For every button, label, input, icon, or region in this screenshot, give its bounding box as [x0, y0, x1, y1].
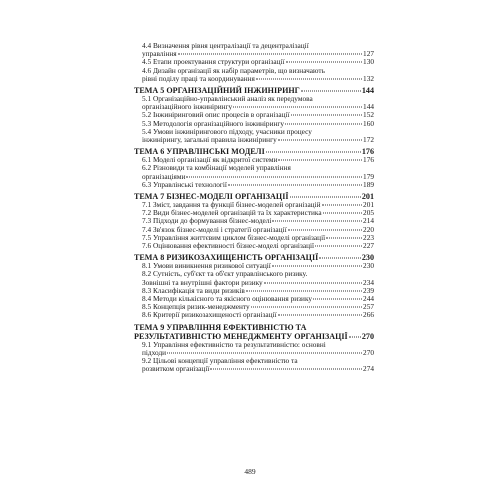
dot-leader [290, 197, 361, 198]
dot-leader [264, 282, 362, 283]
dot-leader [266, 152, 361, 153]
dot-leader [323, 213, 362, 214]
toc-page-number: 127 [363, 49, 374, 59]
dot-leader [326, 237, 362, 238]
toc-page-number: 244 [363, 294, 374, 304]
dot-leader [167, 352, 362, 353]
toc-entry-title: підходи [142, 347, 167, 357]
toc-entry-title: 8.6 Критерії ризикозахищеності організації [142, 310, 277, 320]
toc-entry [134, 341, 374, 357]
toc-page-number: 189 [363, 179, 374, 189]
toc-entry-title: 6.3 Управлінські технології [142, 179, 227, 189]
toc-page-number: 144 [361, 86, 374, 96]
dot-leader [315, 246, 362, 247]
toc-page-number: 266 [363, 310, 374, 320]
toc-page-number: 130 [363, 57, 374, 67]
dot-leader [251, 307, 362, 308]
toc-entry-title: розвитком організації [142, 364, 210, 374]
toc-page-number: 132 [363, 73, 374, 83]
toc-entry-title: управління [142, 49, 177, 59]
toc-page-number: 201 [363, 200, 374, 210]
dot-leader [186, 176, 362, 177]
toc-entry-title: організаціями [142, 171, 186, 181]
dot-leader [228, 184, 362, 185]
dot-leader [278, 160, 362, 161]
toc-entry [134, 95, 374, 111]
toc-entry-title: 5.3 Методологія організаційного інжинірингу [142, 118, 285, 128]
dot-leader [178, 54, 362, 55]
toc-entry-title: 4.5 Етапи проектування структури організації [142, 57, 285, 67]
dot-leader [288, 229, 362, 230]
toc-entry-title: 8.1 Умови виникнення ризикової ситуації [142, 261, 271, 271]
toc-page-number: 230 [361, 253, 374, 263]
toc-page-number: 223 [363, 232, 374, 242]
toc-page-number: 234 [363, 277, 374, 287]
toc-page-number: 176 [361, 147, 374, 157]
toc-entry-title-line: 6.2 Різновиди та комбінації моделей управління [142, 163, 291, 173]
toc-page-number: 152 [363, 110, 374, 120]
toc-entry [134, 181, 374, 189]
dot-leader [301, 91, 361, 92]
toc-entry [134, 357, 374, 373]
toc-entry [134, 67, 374, 83]
dot-leader [278, 140, 362, 141]
toc-entry-title: інжинірингу, загальні правила інжинірингу [142, 135, 277, 145]
toc-entry-title: 7.3 Підходи до формування бізнес-моделі [142, 216, 272, 226]
toc-entry-title: ТЕМА 6 УПРАВЛІНСЬКІ МОДЕЛІ [134, 147, 265, 157]
dot-leader [233, 107, 362, 108]
toc-entry-title: Зовнішні та внутрішні фактори ризику [142, 277, 263, 287]
toc-page-number: 160 [363, 118, 374, 128]
toc-entry-title-line: 5.1 Організаційно-управлінський аналіз як передумова [142, 94, 313, 104]
toc-entry-title-line: 4.4 Визначення рівня централізації та децентралізації [142, 41, 309, 50]
dot-leader [322, 205, 363, 206]
toc-entry-title: рівні поділу праці та координування [142, 73, 255, 83]
dot-leader [349, 336, 361, 337]
dot-leader [210, 369, 362, 370]
toc-entry-title: 8.5 Концепція ризик-менеджменту [142, 302, 250, 312]
dot-leader [313, 299, 362, 300]
table-of-contents [134, 42, 374, 374]
dot-leader [272, 221, 362, 222]
toc-page-number: 227 [363, 241, 374, 251]
toc-entry-title: 7.1 Зміст, завдання та функції бізнес-моделей організацій [142, 200, 321, 210]
toc-entry-title: 7.2 Види бізнес-моделей організацій та їх характеристика [142, 208, 322, 218]
toc-entry-title: 6.1 Моделі організації як відкритої системи [142, 155, 278, 165]
toc-entry-title: 5.2 Інжиніринговий опис процесів в організації [142, 110, 290, 120]
toc-page-number: 144 [363, 102, 374, 112]
toc-entry-title: 7.4 Зв'язок бізнес-моделі і стратегії організації [142, 224, 287, 234]
toc-entry-title-line: 4.6 Дизайн організації як набір параметрів, що визначають [142, 65, 325, 75]
dot-leader [278, 315, 362, 316]
toc-entry-title: ТЕМА 7 БІЗНЕС-МОДЕЛІ ОРГАНІЗАЦІЇ [134, 192, 289, 202]
toc-page-number: 205 [363, 208, 374, 218]
toc-page-number: 176 [363, 155, 374, 165]
dot-leader [272, 266, 362, 267]
toc-entry-title: РЕЗУЛЬТАТИВНІСТЮ МЕНЕДЖМЕНТУ ОРГАНІЗАЦІЇ [134, 331, 348, 341]
toc-entry [134, 242, 374, 250]
toc-entry-title: 8.4 Методи кількісного та якісного оцінювання ризику [142, 294, 313, 304]
toc-entry [134, 42, 374, 58]
page-number: 489 [244, 467, 256, 476]
toc-page-number: 230 [363, 261, 374, 271]
toc-entry-title-line: 9.1 Управління ефективністю та результативністю: основні [142, 339, 326, 349]
dot-leader [246, 290, 362, 291]
toc-page-number: 270 [361, 331, 374, 341]
dot-leader [256, 78, 362, 79]
toc-entry-title: 8.3 Класифікація та види ризиків [142, 285, 245, 295]
toc-entry-title: ТЕМА 8 РИЗИКОЗАХИЩЕНІСТЬ ОРГАНІЗАЦІЇ [134, 253, 319, 263]
toc-entry [134, 164, 374, 180]
toc-entry-title-line: ТЕМА 9 УПРАВЛІННЯ ЕФЕКТИВНІСТЮ ТА [134, 322, 307, 332]
toc-page-number: 270 [363, 347, 374, 357]
dot-leader [286, 62, 362, 63]
toc-page-number: 172 [363, 135, 374, 145]
dot-leader [319, 258, 361, 259]
dot-leader [285, 123, 362, 124]
toc-page-number: 220 [363, 224, 374, 234]
toc-page-number: 201 [361, 192, 374, 202]
toc-entry [134, 270, 374, 286]
toc-entry-title: організаційного інжинірингу [142, 102, 233, 112]
toc-entry-title-line: 8.2 Сутність, суб'єкт та об'єкт управлінського ризику. [142, 269, 308, 279]
toc-page-number: 257 [363, 302, 374, 312]
toc-entry [134, 311, 374, 319]
toc-entry-title-line: 5.4 Умови інжинірингового підходу, учасники процесу [142, 126, 312, 136]
dot-leader [291, 115, 362, 116]
toc-entry-title: ТЕМА 5 ОРГАНІЗАЦІЙНИЙ ІНЖИНІРИНГ [134, 86, 300, 96]
toc-page-number: 239 [363, 285, 374, 295]
toc-page-number: 214 [363, 216, 374, 226]
toc-entry-title: 7.6 Оцінювання ефективності бізнес-моделі організації [142, 241, 315, 251]
toc-topic-heading [134, 323, 374, 341]
toc-entry [134, 128, 374, 144]
toc-entry-title-line: 9.2 Цільові концепції управління ефективністю та [142, 356, 298, 366]
toc-page-number: 274 [363, 364, 374, 374]
toc-entry-title: 7.5 Управління життєвим циклом бізнес-моделі організації [142, 232, 326, 242]
toc-page-number: 179 [363, 171, 374, 181]
